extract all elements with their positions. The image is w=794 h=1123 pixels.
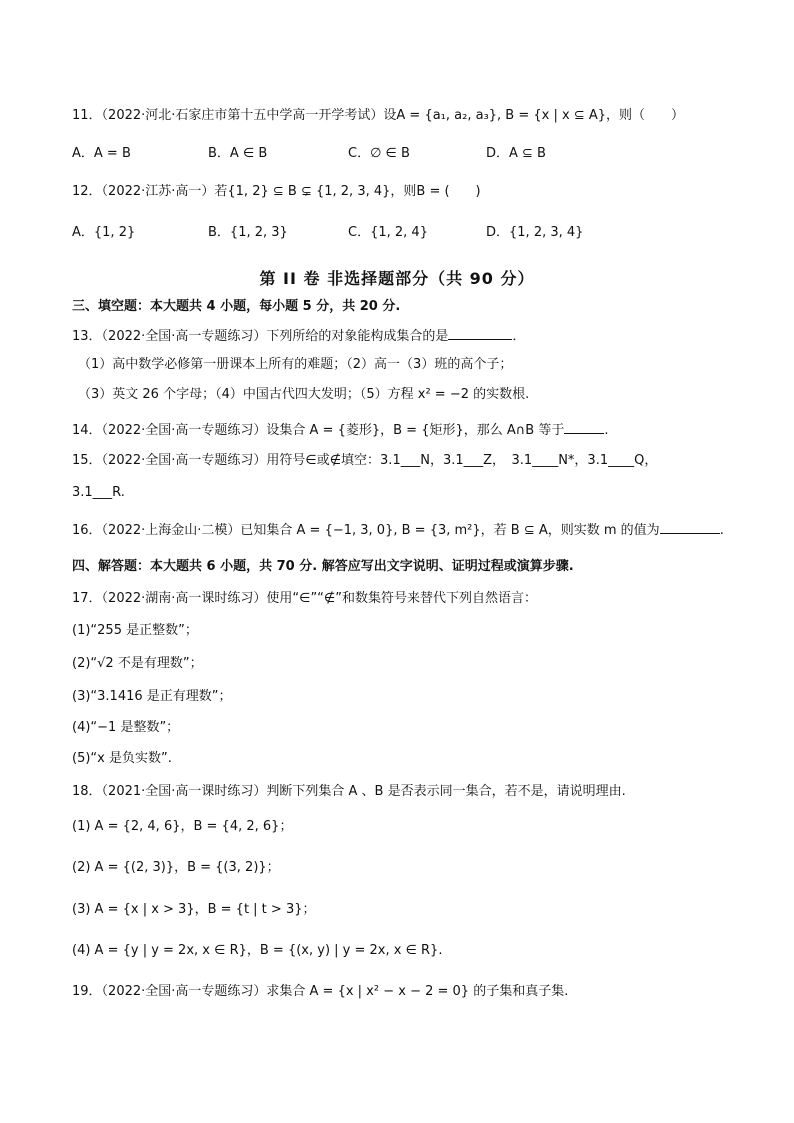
q16-answer-blank[interactable] [660,521,720,534]
q18-item-3: (3) A = {x | x > 3}，B = {t | t > 3}； [72,902,316,917]
q15-line1: 15．（2022·全国·高一专题练习）用符号∈或∉填空：3.1___N，3.1___Z， 3.1____N*，3.1____Q， [72,453,658,468]
q17-stem: 17．（2022·湖南·高一课时练习）使用“∈”“∉”和数集符号来替代下列自然语言： [72,591,537,606]
q16-stem [72,521,724,540]
q16-end: . [719,523,724,538]
q13-line2: （3）英文 26 个字母；（4）中国古代四大发明；（5）方程 x² = −2 的实数根. [78,387,530,402]
q11-option-d: D．A ⊆ B [486,146,546,161]
q18-item-1: (1) A = {2, 4, 6}，B = {4, 2, 6}； [72,819,293,834]
q15-line2: 3.1___R. [72,485,125,500]
q19-stem: 19．（2022·全国·高一专题练习）求集合 A = {x | x² − x − 2 = 0} 的子集和真子集. [72,984,569,999]
section3-header: 三、填空题：本大题共 4 小题，每小题 5 分，共 20 分. [72,299,401,314]
q12-option-c: C．{1, 2, 4} [348,225,428,240]
q18-item-4: (4) A = {y | y = 2x, x ∈ R}，B = {(x, y) | y = 2x, x ∈ R}. [72,943,443,958]
q18-item-2: (2) A = {(2, 3)}，B = {(3, 2)}； [72,860,280,875]
q16-stem-text: 16．（2022·上海金山·二模）已知集合 A = {−1, 3, 0}, B = {3, m²}，若 B ⊆ A，则实数 m 的值为 [72,523,660,538]
q11-option-c: C．∅ ∈ B [348,146,410,161]
q11-stem: 11．（2022·河北·石家庄市第十五中学高一开学考试）设A = {a₁, a₂, a₃}, B = {x | x ⊆ A}，则（ ） [72,108,685,123]
q13-stem [72,327,525,346]
q13-line1: （1）高中数学必修第一册课本上所有的难题；（2）高一（3）班的高个子； [78,357,513,372]
q13-end: ． [512,329,526,344]
section-title: 第 II 卷 非选择题部分（共 90 分） [259,269,535,288]
q12-option-d: D．{1, 2, 3, 4} [486,225,584,240]
q17-item-1: (1)“255 是正整数”； [72,623,198,638]
q17-item-4: (4)“−1 是整数”； [72,720,180,735]
q11-option-b: B．A ∈ B [208,146,268,161]
q17-item-2: (2)“√2 不是有理数”； [72,656,203,671]
q14-stem-text: 14．（2022·全国·高一专题练习）设集合 A = {菱形}，B = {矩形}，那么 A∩B 等于 [72,423,565,438]
q11-option-a: A．A = B [72,146,131,161]
q14-stem [72,421,608,440]
q14-answer-blank[interactable] [564,421,604,434]
q14-end: . [604,423,609,438]
section4-header: 四、解答题：本大题共 6 小题，共 70 分. 解答应写出文字说明、证明过程或演算步骤. [72,559,574,574]
q17-item-3: (3)“3.1416 是正有理数”； [72,689,232,704]
q12-option-a: A．{1, 2} [72,225,136,240]
q17-item-5: (5)“x 是负实数”. [72,751,172,766]
q12-option-b: B．{1, 2, 3} [208,225,288,240]
q13-stem-text: 13．（2022·全国·高一专题练习）下列所给的对象能构成集合的是 [72,329,449,344]
q12-stem: 12．（2022·江苏·高一）若{1, 2} ⊆ B ⊊ {1, 2, 3, 4}，则B = ( ) [72,184,481,199]
q13-answer-blank[interactable] [448,327,512,340]
q18-stem: 18．（2021·全国·高一课时练习）判断下列集合 A 、B 是否表示同一集合，若不是，请说明理由. [72,784,626,799]
